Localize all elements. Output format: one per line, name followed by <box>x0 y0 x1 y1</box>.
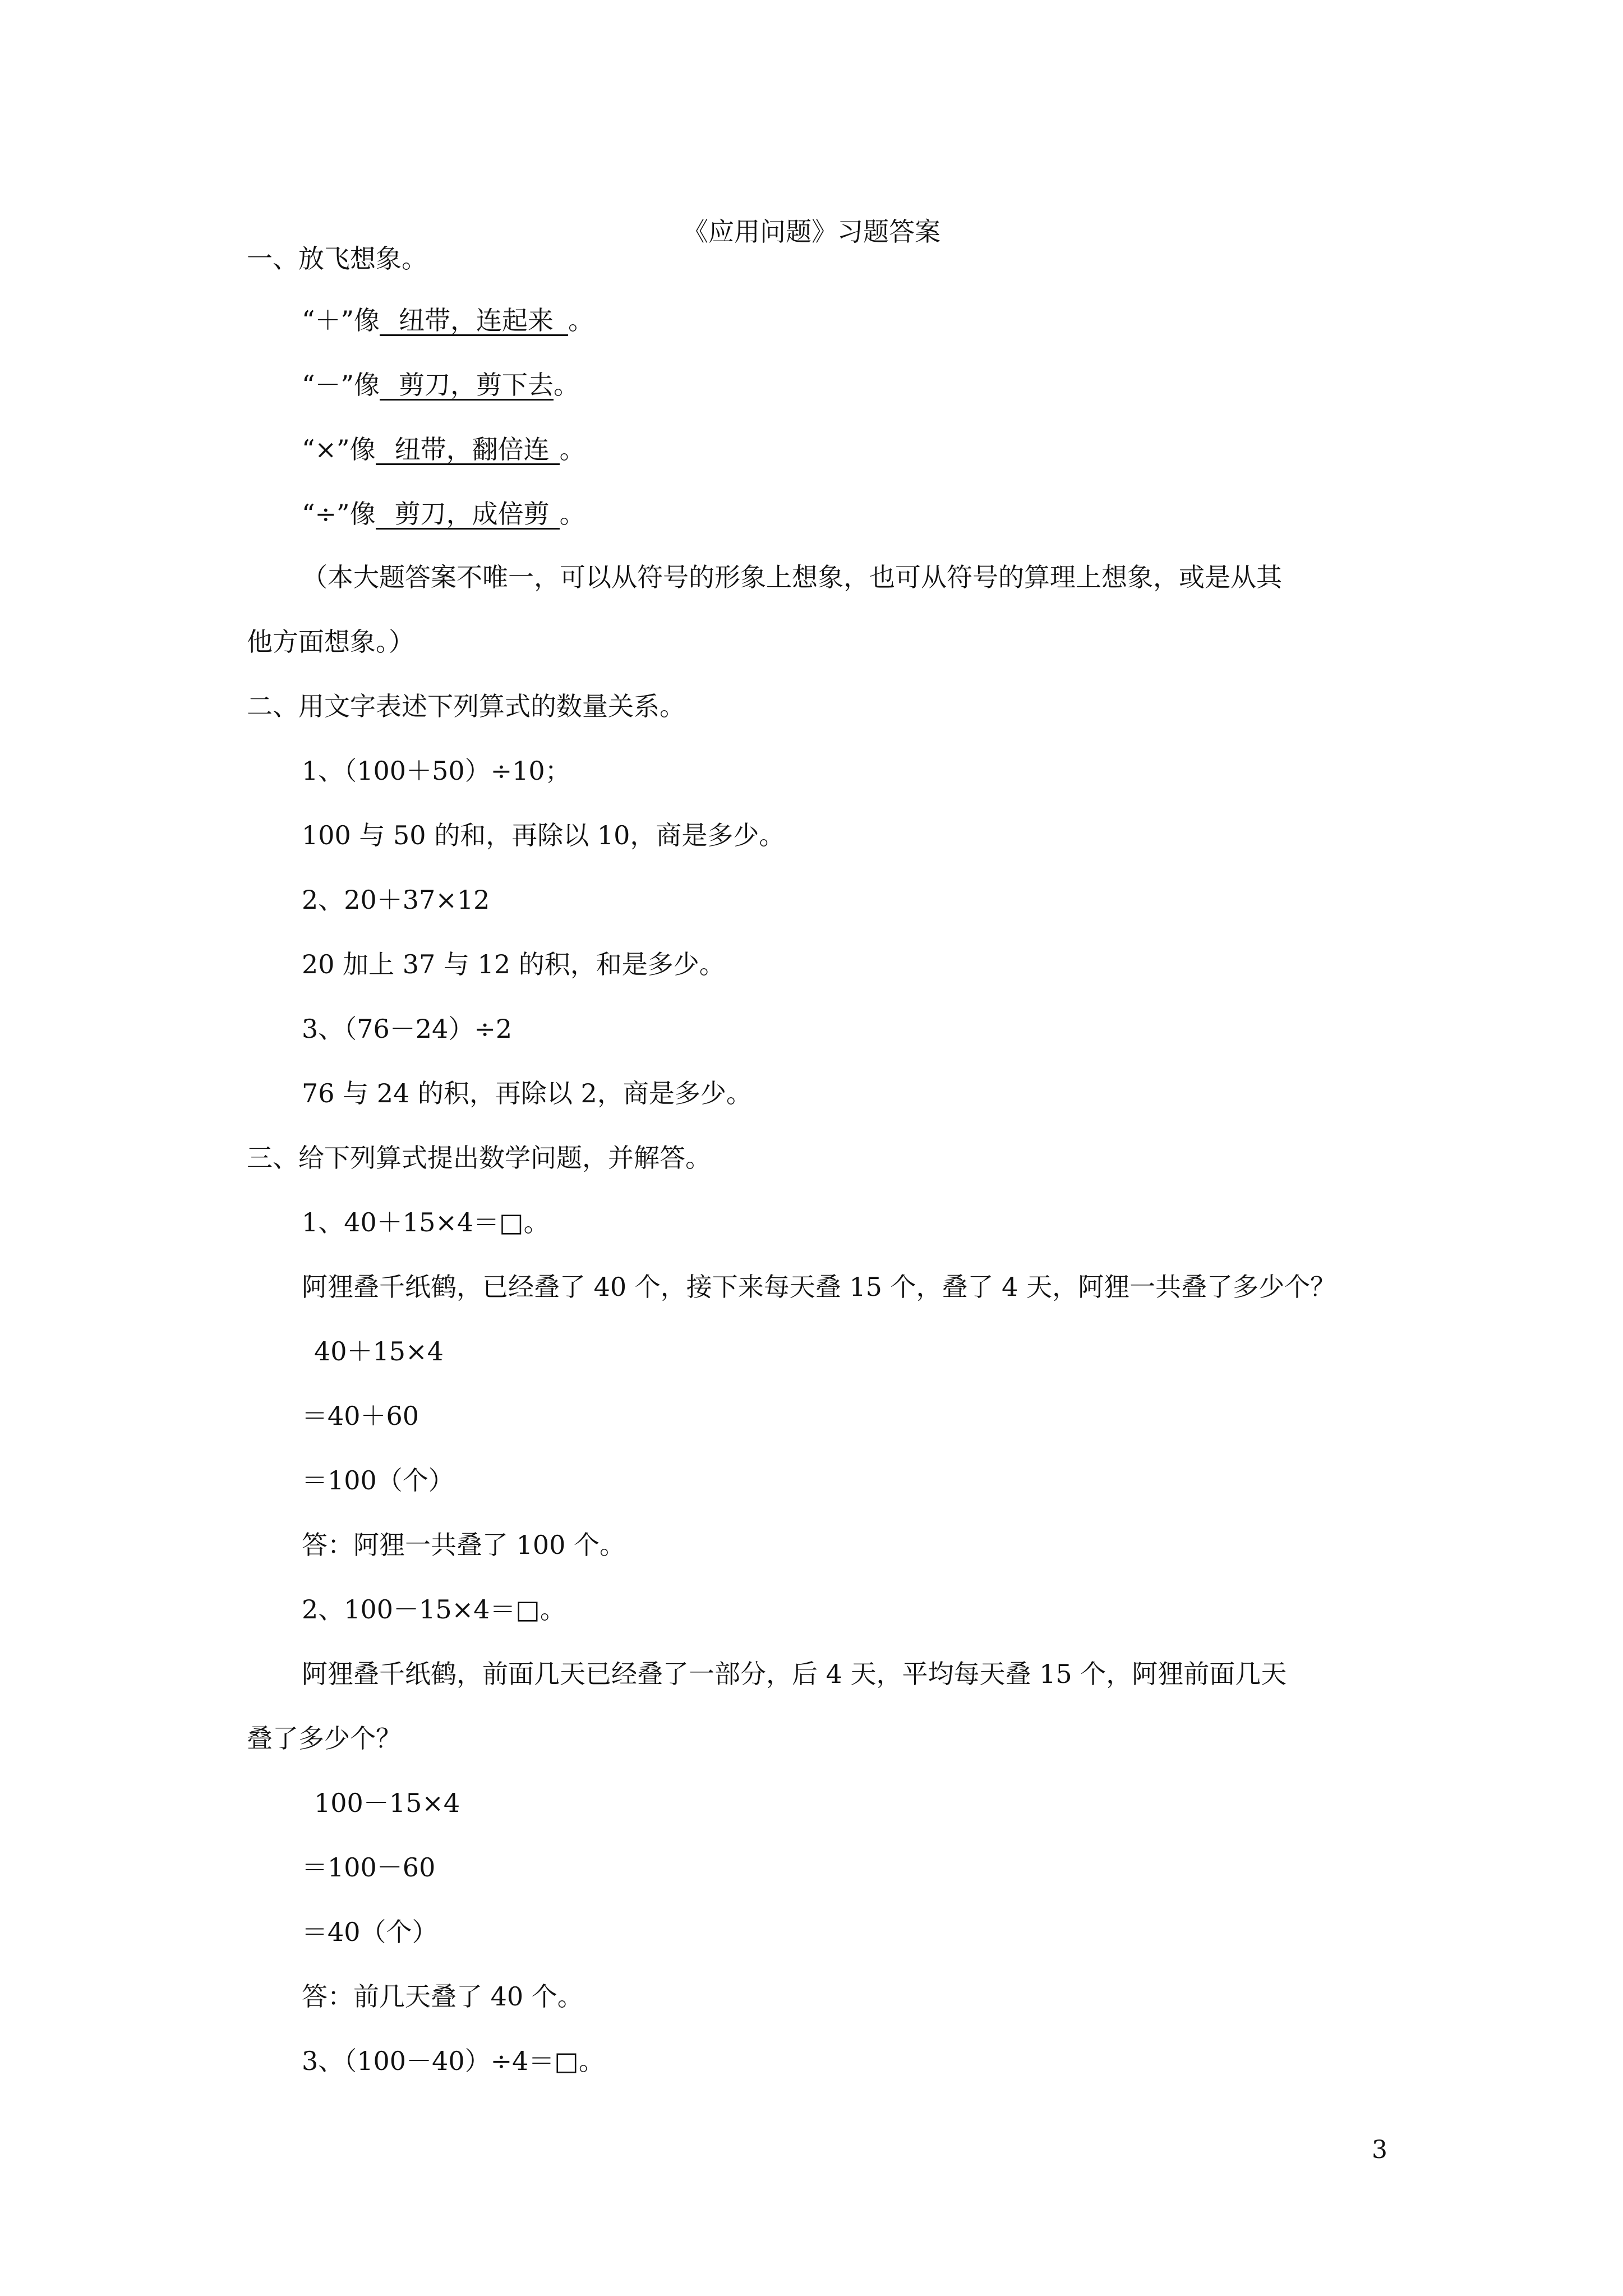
imagination-item-times <box>302 434 585 465</box>
description: 76 与 24 的积，再除以 2，商是多少。 <box>302 1078 752 1108</box>
description: 100 与 50 的和，再除以 10，商是多少。 <box>302 820 785 850</box>
item-prefix: “＋”像 <box>302 305 380 335</box>
underlined-answer: 剪刀，剪下去 <box>380 371 554 401</box>
item-suffix: 。 <box>554 370 580 400</box>
item-suffix: 。 <box>568 305 594 335</box>
item-suffix: 。 <box>559 434 585 464</box>
formula: 2、20＋37×12 <box>302 885 490 915</box>
item-prefix: “－”像 <box>302 370 380 400</box>
solution-step: ＝40（个） <box>302 1917 438 1947</box>
underlined-answer: 剪刀，成倍剪 <box>376 500 560 530</box>
section-heading-2: 二、用文字表述下列算式的数量关系。 <box>247 691 685 721</box>
imagination-item-minus <box>302 369 579 401</box>
question: 阿狸叠千纸鹤，已经叠了 40 个，接下来每天叠 15 个，叠了 4 天，阿狸一共叠了多少个？ <box>302 1272 1336 1302</box>
page-number: 3 <box>1372 2136 1387 2164</box>
description: 20 加上 37 与 12 的积，和是多少。 <box>302 949 725 979</box>
question-line-1: 阿狸叠千纸鹤，前面几天已经叠了一部分，后 4 天，平均每天叠 15 个，阿狸前面几天 <box>302 1659 1287 1689</box>
solution-step: 40＋15×4 <box>314 1336 444 1366</box>
imagination-item-plus <box>302 305 594 336</box>
formula: 2、100－15×4＝□。 <box>302 1594 566 1625</box>
question-line-2: 叠了多少个？ <box>247 1723 402 1754</box>
underlined-answer: 纽带，连起来 <box>380 306 568 336</box>
underlined-answer: 纽带，翻倍连 <box>376 435 560 465</box>
item-prefix: “÷”像 <box>302 499 376 529</box>
imagination-item-divide <box>302 498 585 530</box>
formula: 1、40＋15×4＝□。 <box>302 1207 550 1237</box>
formula: 3、（100－40）÷4＝□。 <box>302 2046 605 2076</box>
item-prefix: “×”像 <box>302 434 376 464</box>
solution-step: ＝100－60 <box>302 1852 436 1883</box>
item-suffix: 。 <box>559 499 585 529</box>
note-line-2: 他方面想象。） <box>247 627 414 657</box>
solution-step: ＝40＋60 <box>302 1401 419 1431</box>
page-title: 《应用问题》习题答案 <box>683 217 940 247</box>
section-heading-3: 三、给下列算式提出数学问题，并解答。 <box>247 1143 711 1173</box>
answer: 答：阿狸一共叠了 100 个。 <box>302 1530 626 1560</box>
formula: 3、（76－24）÷2 <box>302 1014 513 1044</box>
solution-step: 100－15×4 <box>314 1788 460 1818</box>
section-heading-1: 一、放飞想象。 <box>247 243 427 274</box>
formula: 1、（100＋50）÷10； <box>302 756 571 786</box>
answer: 答：前几天叠了 40 个。 <box>302 1981 583 2012</box>
solution-step: ＝100（个） <box>302 1465 454 1496</box>
note-line-1: （本大题答案不唯一，可以从符号的形象上想象，也可从符号的算理上想象，或是从其 <box>302 562 1282 592</box>
